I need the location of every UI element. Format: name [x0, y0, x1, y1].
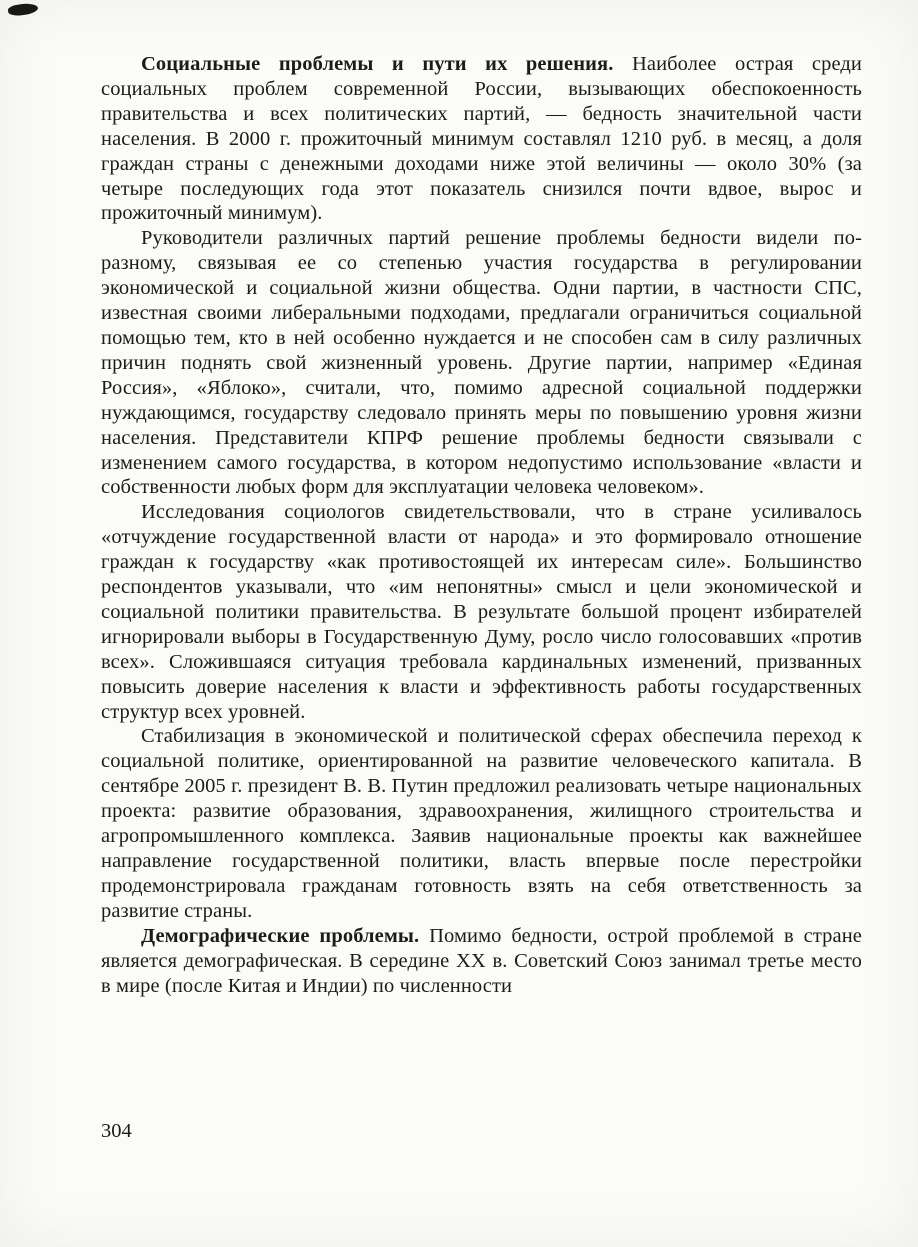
- paragraph-stabilization: [101, 724, 862, 923]
- paragraph-sociology-research: [101, 500, 862, 724]
- paragraph-text: Руководители различных партий решение проблемы бедности видели по-разному, связывая ее со степенью участия государства в регулировании экономической и социальной жизни общества. Одни партии, в частности СПС, известная своими либеральными подходами, предлагали ограничиться социальной помощью тем, кто в ней особенно нуждается и не способен сам в силу различных причин поднять свой жизненный уровень. Другие партии, например «Единая Россия», «Яблоко», считали, что, помимо адресной социальной поддержки нуждающимся, государству следовало принять меры по повышению уровня жизни населения. Представители КПРФ решение проблемы бедности связывали с изменением самого государства, в котором недопустимо использование «власти и собственности любых форм для эксплуатации человека человеком».: [101, 227, 862, 499]
- paragraph-lead: Демографические проблемы.: [141, 924, 420, 947]
- paragraph-text: Стабилизация в экономической и политической сферах обеспечила переход к социальной политике, ориентированной на развитие человеческого капитала. В сентябре 2005 г. президент В. В. Путин предложил реализовать четыре национальных проекта: развитие образования, здравоохранения, жилищного строительства и агропромышленного комплекса. Заявив национальные проекты как важнейшее направление государственной политики, власть впервые после перестройки продемонстрировала гражданам готовность взять на себя ответственность за развитие страны.: [101, 725, 862, 922]
- page-number: 304: [101, 1120, 132, 1142]
- paragraph-social-problems: [101, 52, 862, 226]
- paragraph-text: Помимо бедности, острой проблемой в стране является демографическая. В середине XX в. Советский Союз занимал третье место в мире (после Китая и Индии) по численности: [101, 924, 862, 997]
- paragraph-lead: Социальные проблемы и пути их решения.: [141, 53, 614, 75]
- text-column: [101, 52, 862, 998]
- paragraph-text: Наиболее острая среди социальных проблем современной России, вызывающих обеспокоенность правительства и всех политических партий, — бедность значительной части населения. В 2000 г. прожиточный минимум составлял 1210 руб. в месяц, а доля граждан страны с денежными доходами ниже этой величины — около 30% (за четыре последующих года этот показатель снизился почти вдвое, вырос и прожиточный минимум).: [101, 53, 863, 225]
- paragraph-text: Исследования социологов свидетельствовали, что в стране усиливалось «отчуждение государственной власти от народа» и это формировало отношение граждан к государству «как противостоящей их интересам силе». Большинство респондентов указывали, что «им непонятны» смысл и цели экономической и социальной политики правительства. В результате большой процент избирателей игнорировали выборы в Государственную Думу, росло число голосовавших «против всех». Сложившаяся ситуация требовала кардинальных изменений, призванных повысить доверие населения к власти и эффективность работы государственных структур всех уровней.: [101, 501, 862, 723]
- paragraph-demographic-problems: [101, 924, 862, 999]
- paragraph-party-positions: [101, 226, 862, 500]
- scan-artifact-mark: [7, 2, 38, 17]
